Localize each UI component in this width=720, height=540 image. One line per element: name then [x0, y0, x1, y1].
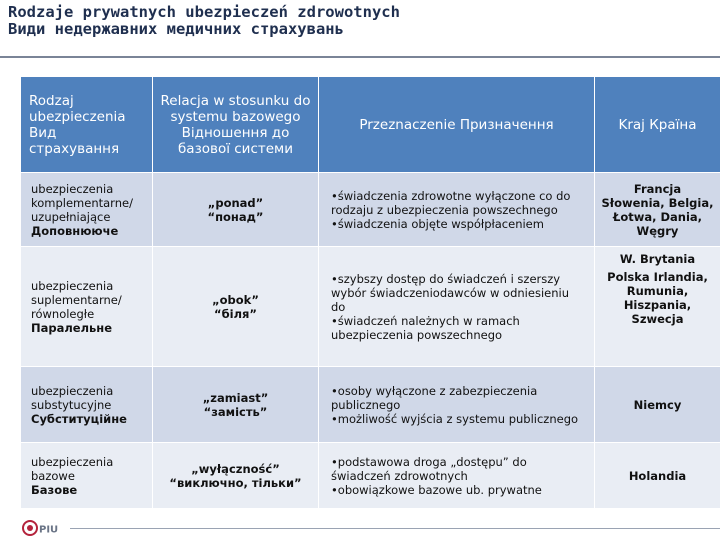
relation-cell	[153, 367, 319, 443]
header-purpose: Przeznaczenie Призначення	[319, 77, 595, 173]
country-cell	[595, 443, 720, 509]
piu-logo	[22, 518, 62, 538]
table-row	[21, 443, 720, 509]
type-polish: ubezpieczenia substytucyjne	[31, 383, 114, 412]
country-primary: Francja	[633, 181, 682, 196]
logo-text: PIU	[39, 524, 59, 536]
table-row	[21, 367, 720, 443]
slide-title	[8, 4, 708, 38]
title-line-polish: Rodzaje prywatnych ubezpieczeń zdrowotnych	[8, 3, 400, 21]
country-cell	[595, 173, 720, 247]
country-cell	[595, 367, 720, 443]
purpose-item: •osoby wyłączone z zabezpieczenia publicznego	[331, 383, 538, 412]
relation-cell	[153, 247, 319, 367]
type-ukrainian: Субституційне	[31, 411, 127, 426]
purpose-item: •obowiązkowe bazowe ub. prywatne	[331, 482, 542, 497]
purpose-cell	[319, 443, 595, 509]
relation-ukrainian: “біля”	[214, 306, 257, 321]
insurance-type-cell	[21, 443, 153, 509]
purpose-cell	[319, 247, 595, 367]
header-relation: Relacja w stosunku do systemu bazowego Відношення до базової системи	[153, 77, 319, 173]
purpose-item: •świadczeń należnych w ramach ubezpieczenia powszechnego	[331, 313, 520, 342]
purpose-item: •możliwość wyjścia z systemu publicznego	[331, 411, 579, 426]
insurance-type-cell	[21, 367, 153, 443]
relation-polish: „wyłączność”	[191, 461, 280, 476]
purpose-item: •świadczenia zdrowotne wyłączone co do rodzaju z ubezpieczenia powszechnego	[331, 188, 571, 217]
type-polish: ubezpieczenia komplementarne/ uzupełniające	[31, 181, 133, 224]
relation-polish: „ponad”	[207, 195, 264, 210]
insurance-types-table	[20, 76, 720, 509]
purpose-cell	[319, 367, 595, 443]
country-primary: W. Brytania	[619, 252, 696, 266]
purpose-cell	[319, 173, 595, 247]
country-primary: Niemcy	[633, 397, 682, 412]
table-row	[21, 247, 720, 367]
purpose-item: •podstawowa droga „dostępu” do świadczeń zdrowotnych	[331, 454, 527, 483]
country-cell	[595, 247, 720, 367]
country-secondary: Słowenia, Belgia, Łotwa, Dania, Węgry	[601, 195, 714, 238]
purpose-item: •świadczenia objęte współpłaceniem	[331, 216, 544, 231]
relation-polish: „obok”	[212, 292, 259, 307]
type-ukrainian: Паралельне	[31, 320, 113, 335]
type-polish: ubezpieczenia bazowe	[31, 454, 114, 483]
relation-cell	[153, 443, 319, 509]
footer-divider	[70, 528, 720, 529]
table-header-row	[21, 77, 720, 173]
relation-ukrainian: “виключно, тільки”	[169, 475, 302, 490]
type-polish: ubezpieczenia suplementarne/ równoległe	[31, 278, 122, 321]
type-ukrainian: Доповнююче	[31, 223, 119, 238]
table-row	[21, 173, 720, 247]
relation-ukrainian: “замість”	[203, 404, 268, 419]
title-line-ukrainian: Види недержавних медичних страхувань	[8, 20, 344, 38]
insurance-type-cell	[21, 173, 153, 247]
type-ukrainian: Базове	[31, 482, 78, 497]
relation-ukrainian: “понад”	[207, 209, 264, 224]
relation-polish: „zamiast”	[202, 390, 269, 405]
logo-icon	[22, 518, 62, 538]
insurance-type-cell	[21, 247, 153, 367]
country-secondary: Polska Irlandia, Rumunia, Hiszpania, Szwecja	[607, 270, 708, 326]
header-insurance-type: Rodzaj ubezpieczenia Вид страхування	[21, 77, 153, 173]
title-divider	[0, 56, 720, 58]
country-primary: Holandia	[628, 468, 687, 483]
relation-cell	[153, 173, 319, 247]
purpose-item: •szybszy dostęp do świadczeń i szerszy wybór świadczeniodawców w odniesieniu do	[331, 271, 569, 314]
header-country: Kraj Країна	[595, 77, 720, 173]
